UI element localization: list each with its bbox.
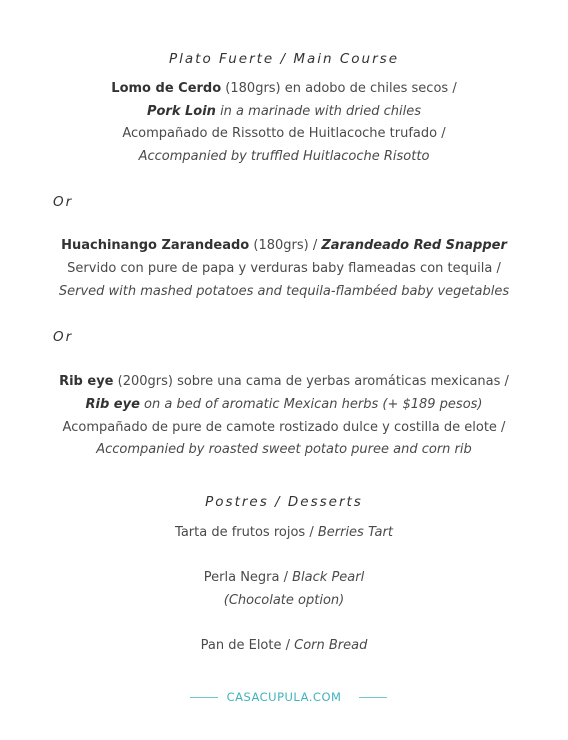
dish2-side-en bbox=[0, 283, 568, 301]
dish3-name-es: Rib eye bbox=[59, 374, 114, 389]
dish3-name-en: Rib eye bbox=[85, 397, 140, 412]
dish3-line2 bbox=[0, 396, 568, 414]
footer-website-link[interactable]: CASACUPULA.COM bbox=[226, 690, 342, 704]
dessert2-es: Perla Negra / bbox=[203, 570, 293, 585]
dish2-name-en: Zarandeado Red Snapper bbox=[321, 238, 507, 253]
dessert-item-3 bbox=[0, 637, 568, 655]
dish2-line1 bbox=[0, 237, 568, 255]
dish3-side-es: Acompañado de pure de camote rostizado dulce y costilla de elote / bbox=[62, 420, 506, 435]
main-course-heading: Plato Fuerte / Main Course bbox=[168, 51, 400, 67]
or-separator-1: Or bbox=[53, 194, 74, 210]
dish1-side-en-text: Accompanied by truffled Huitlacoche Risotto bbox=[138, 149, 430, 164]
dish3-side-en-text: Accompanied by roasted sweet potato puree and corn rib bbox=[96, 442, 472, 457]
dessert-item-2-note bbox=[0, 592, 568, 610]
dish1-side-es: Acompañado de Rissotto de Huitlacoche trufado / bbox=[122, 126, 446, 141]
dish2-side-es: Servido con pure de papa y verduras baby flameadas con tequila / bbox=[67, 261, 501, 276]
dish2-desc-es: (180grs) / bbox=[249, 238, 322, 253]
dish3-line1 bbox=[0, 373, 568, 391]
dessert1-es: Tarta de frutos rojos / bbox=[175, 525, 318, 540]
dish1-desc-en: in a marinade with dried chiles bbox=[215, 104, 422, 119]
dish1-line1 bbox=[0, 80, 568, 98]
dessert3-en: Corn Bread bbox=[294, 638, 368, 653]
dish3-side-en bbox=[0, 441, 568, 459]
dessert-item-2 bbox=[0, 569, 568, 587]
dessert1-en: Berries Tart bbox=[317, 525, 393, 540]
footer-rule-right bbox=[359, 697, 387, 698]
dish1-name-en: Pork Loin bbox=[146, 104, 216, 119]
desserts-heading: Postres / Desserts bbox=[205, 494, 363, 510]
dish2-name-es: Huachinango Zarandeado bbox=[61, 238, 250, 253]
dish2-side-en-text: Served with mashed potatoes and tequila-flambéed baby vegetables bbox=[58, 284, 510, 299]
dish3-desc-en: on a bed of aromatic Mexican herbs (+ $189 pesos) bbox=[139, 397, 483, 412]
dish1-desc-es: (180grs) en adobo de chiles secos / bbox=[221, 81, 457, 96]
dessert3-es: Pan de Elote / bbox=[200, 638, 295, 653]
dessert-item-1 bbox=[0, 524, 568, 542]
dish1-line2 bbox=[0, 103, 568, 121]
dessert2-note: (Chocolate option) bbox=[223, 593, 345, 608]
dish1-side-en bbox=[0, 148, 568, 166]
or-separator-2: Or bbox=[53, 329, 74, 345]
dessert2-en: Black Pearl bbox=[292, 570, 365, 585]
dish3-desc-es: (200grs) sobre una cama de yerbas aromáticas mexicanas / bbox=[113, 374, 509, 389]
dish1-name-es: Lomo de Cerdo bbox=[111, 81, 222, 96]
